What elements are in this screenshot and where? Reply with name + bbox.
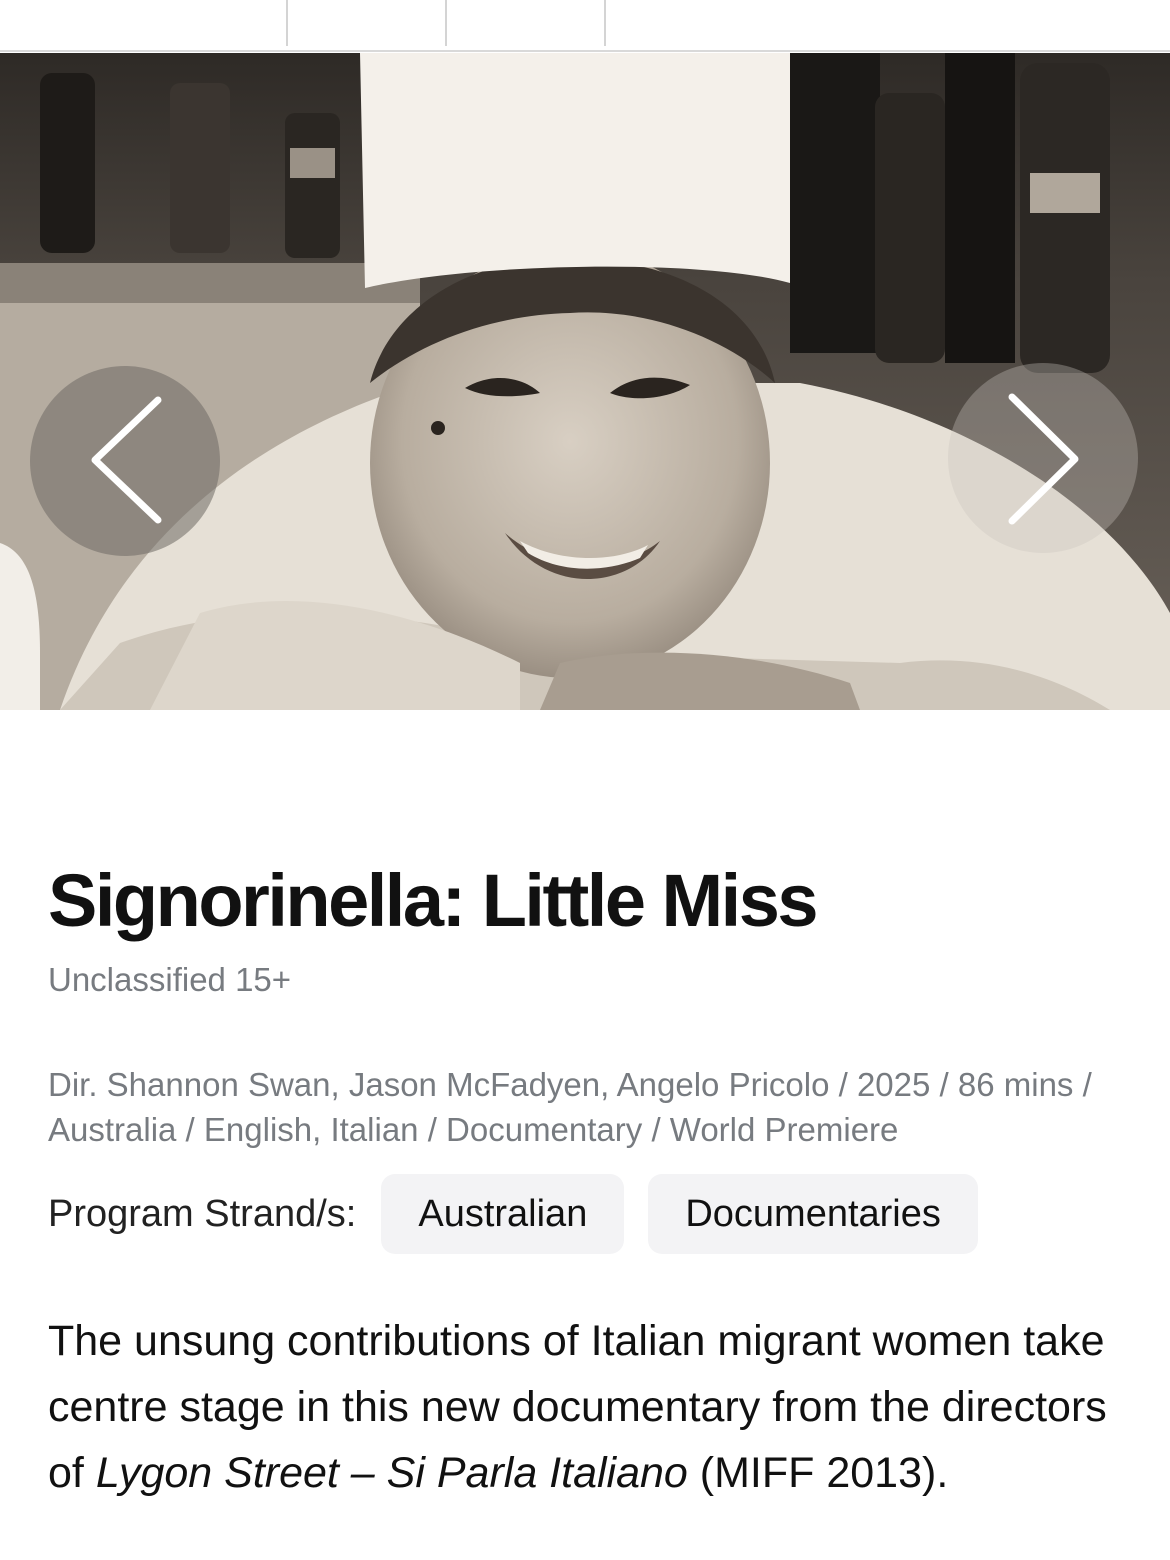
- chevron-right-icon: [948, 363, 1138, 553]
- program-strands-label: Program Strand/s:: [48, 1192, 357, 1235]
- classification-label: Unclassified 15+: [48, 961, 292, 998]
- strand-tag-documentaries[interactable]: Documentaries: [648, 1174, 978, 1254]
- nav-tab-divider: [604, 0, 606, 46]
- program-strands: [48, 1174, 1002, 1254]
- strand-tag-australian[interactable]: Australian: [381, 1174, 624, 1254]
- chevron-left-icon: [30, 366, 220, 556]
- film-metadata: Dir. Shannon Swan, Jason McFadyen, Angelo Pricolo / 2025 / 86 mins / Australia / English, Italian / Documentary / World Premiere: [48, 1066, 1092, 1148]
- film-description: [48, 1308, 1148, 1506]
- nav-tab-1[interactable]: [286, 0, 446, 46]
- carousel-next-button[interactable]: [948, 363, 1138, 553]
- carousel-prev-button[interactable]: [30, 366, 220, 556]
- top-nav-bar: [0, 0, 1170, 52]
- description-text: The unsung contributions of Italian migrant women take centre stage in this new documentary from the directors of: [48, 1317, 1107, 1497]
- description-film-reference: Lygon Street – Si Parla Italiano: [95, 1449, 688, 1497]
- description-text-end: (MIFF 2013).: [687, 1449, 949, 1497]
- film-title: Signorinella: Little Miss: [48, 859, 817, 942]
- nav-tab-2[interactable]: [445, 0, 605, 46]
- film-still-carousel: [0, 53, 1170, 710]
